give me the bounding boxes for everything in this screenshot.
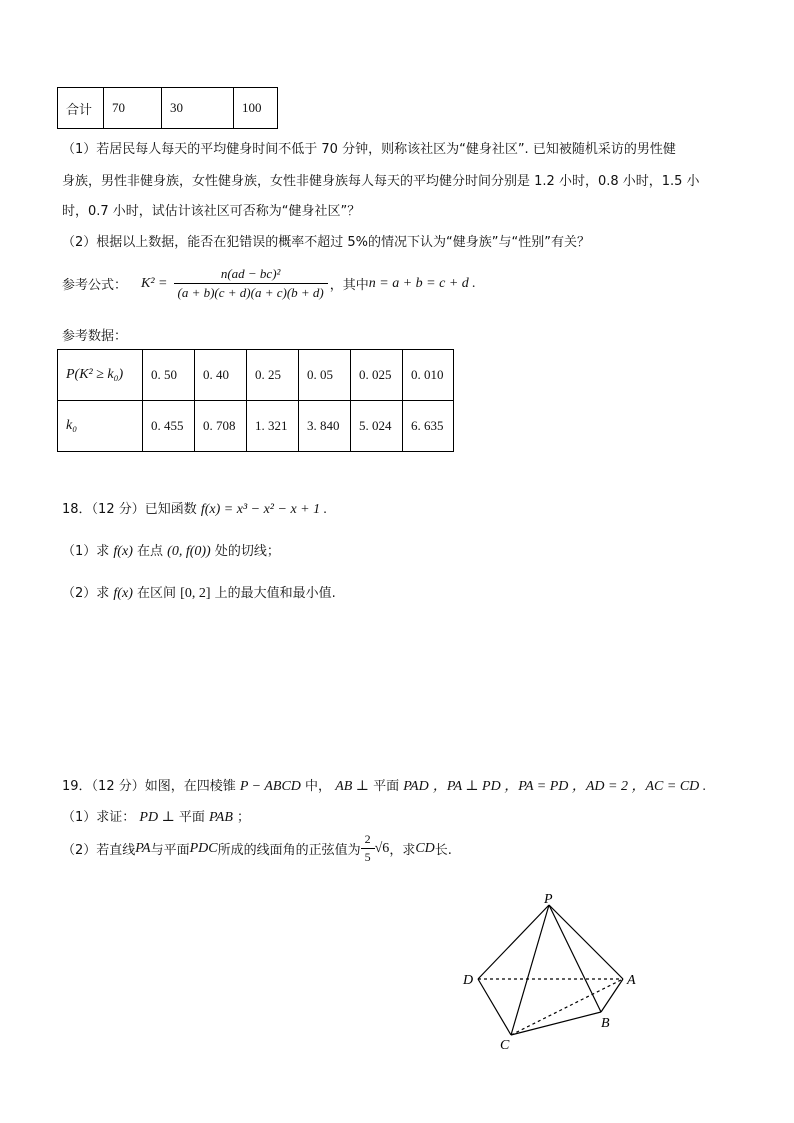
q19-part1-d: ；: [237, 810, 251, 825]
label-d: D: [463, 973, 474, 988]
q19-cond1: AB ⊥: [335, 779, 369, 794]
q18-part1-c: 处的切线；: [214, 544, 280, 559]
q19-part2-b: 与平面: [150, 843, 190, 858]
q19-part2-fraction: [361, 832, 375, 865]
q18-stem: [62, 498, 327, 518]
q19-part2-frac-num: 2: [361, 832, 375, 849]
ref-k-cell: 1. 321: [247, 401, 299, 452]
label-c: C: [500, 1038, 510, 1053]
label-b: B: [601, 1016, 610, 1031]
q19-part2-e: 长.: [434, 843, 452, 858]
q18-stem-text: 18．（12 分）已知函数: [62, 502, 197, 517]
ref-p-cell: 0. 010: [403, 350, 454, 401]
q19-part2-c: 所成的线面角的正弦值为: [217, 843, 361, 858]
q18-part2-b: 在区间: [137, 586, 177, 601]
total-cell-3: 100: [234, 88, 278, 129]
q18-part2-f: f(x): [113, 586, 133, 601]
edge-ba: [601, 979, 623, 1012]
q17-part1-line1: （1）若居民每人每天的平均健身时间不低于 70 分钟，则称该社区为“健身社区”. 已知被随机采访的男性健: [62, 142, 676, 157]
ref-p-cell: 0. 50: [143, 350, 195, 401]
formula-label: 参考公式：: [62, 278, 128, 293]
q18-part2-c: 上的最大值和最小值.: [214, 586, 336, 601]
q17-part1-line3: 时，0.7 小时，试估计该社区可否称为“健身社区”？: [62, 204, 361, 219]
q19-part1-a: （1）求证：: [62, 810, 136, 825]
formula-condition: n = a + b = c + d .: [368, 275, 476, 291]
edge-dc: [478, 979, 511, 1035]
ref-k-cell: 6. 635: [403, 401, 454, 452]
ref-p-cell: 0. 05: [299, 350, 351, 401]
ref-p-cell: 0. 025: [351, 350, 403, 401]
ref-k-cell: 0. 455: [143, 401, 195, 452]
q18-part1-f: f(x): [113, 544, 133, 559]
reference-table: [57, 349, 454, 452]
ref-k-cell: 3. 840: [299, 401, 351, 452]
ref-row2-header: k₀: [58, 401, 143, 452]
q18-function: f(x) = x³ − x² − x + 1 .: [200, 502, 328, 517]
total-cell-2: 30: [162, 88, 234, 129]
q19-stem: [62, 775, 706, 795]
total-cell-1: 70: [104, 88, 162, 129]
q19-pyramid: P − ABCD: [239, 779, 301, 794]
q19-part2-a: （2）若直线: [62, 843, 136, 858]
ref-k-cell: 5. 024: [351, 401, 403, 452]
q18-part2-interval: [0, 2]: [180, 586, 211, 601]
total-row-table: [57, 87, 278, 129]
pyramid-figure: [450, 890, 650, 1055]
ref-row1-header: P(K² ≥ k₀): [58, 350, 143, 401]
q19-part2-sqrt: √6: [374, 840, 390, 856]
total-label: 合计: [58, 88, 104, 129]
q19-part2-frac-den: 5: [364, 850, 371, 864]
ref-k-cell: 0. 708: [195, 401, 247, 452]
q19-part1-c: PAB: [209, 810, 233, 825]
q19-stem-a: 19．（12 分）如图，在四棱锥: [62, 779, 236, 794]
q19-part2-d: ，求: [389, 843, 416, 858]
formula-lhs: K² =: [141, 275, 168, 291]
formula-fraction: [174, 266, 328, 301]
q19-part1: [62, 806, 250, 826]
data-label: 参考数据：: [62, 329, 128, 344]
q17-part2: （2）根据以上数据，能否在犯错误的概率不超过 5%的情况下认为“健身族”与“性别”有关？: [62, 235, 590, 250]
q18-part1-a: （1）求: [62, 544, 110, 559]
label-a: A: [627, 973, 636, 988]
q17-part1-line2: 身族，男性非健身族，女性健身族，女性非健身族每人每天的平均健分时间分别是 1.2 小时，0.8 小时，1.5 小: [62, 174, 700, 189]
q18-part1: [62, 540, 280, 560]
q19-stem-b: 中，: [305, 779, 332, 794]
q18-part1-point: (0, f(0)): [167, 544, 211, 559]
q19-cond2: ，PA ⊥ PD ，PA = PD ，AD = 2 ，AC = CD .: [432, 779, 707, 794]
q19-cond1-c: PAD: [403, 779, 429, 794]
q19-cond1-b: 平面: [373, 779, 400, 794]
ref-p-cell: 0. 40: [195, 350, 247, 401]
label-p: P: [544, 892, 553, 907]
q19-part1-m: PD ⊥: [139, 810, 175, 825]
formula-where: ，其中: [329, 278, 369, 293]
q18-part1-b: 在点: [137, 544, 164, 559]
q19-part2-pa: PA: [135, 840, 151, 856]
edge-pb: [549, 905, 601, 1012]
q18-part2: [62, 582, 336, 602]
q19-part2-pdc: PDC: [189, 840, 218, 856]
edge-cb: [511, 1012, 601, 1035]
formula-numerator: n(ad − bc)²: [174, 266, 328, 284]
q19-part2: [62, 832, 452, 865]
q18-part2-a: （2）求: [62, 586, 110, 601]
ref-p-cell: 0. 25: [247, 350, 299, 401]
q19-part1-b: 平面: [178, 810, 205, 825]
formula: [62, 266, 476, 301]
q19-part2-cd: CD: [415, 840, 435, 856]
edge-pa: [549, 905, 623, 979]
formula-denominator: (a + b)(c + d)(a + c)(b + d): [177, 285, 324, 300]
